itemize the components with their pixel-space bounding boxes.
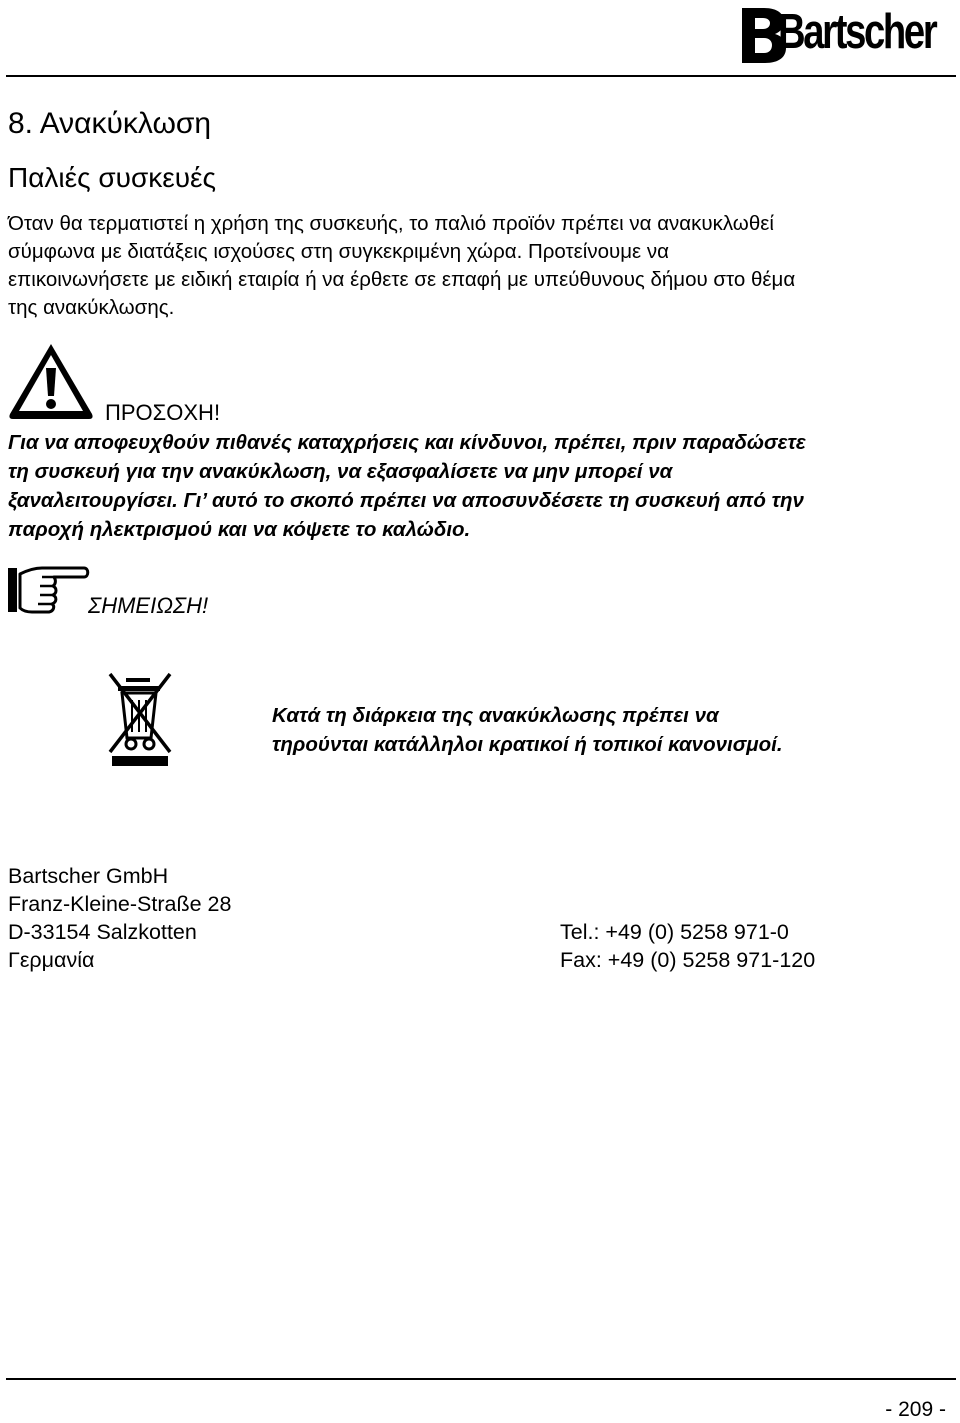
brand-logo — [738, 0, 950, 66]
company-name: Bartscher GmbH — [8, 864, 169, 888]
footer-divider — [6, 1378, 956, 1380]
contact-details — [560, 918, 815, 974]
note-line: τηρούνται κατάλληλοι κρατικοί ή τοπικοί κανονισμοί. — [272, 733, 783, 756]
company-address — [8, 862, 231, 974]
fax: Fax: +49 (0) 5258 971-120 — [560, 948, 816, 972]
paragraph-line: Όταν θα τερματιστεί η χρήση της συσκευής, το παλιό προϊόν πρέπει να ανακυκλωθεί — [8, 212, 774, 235]
street-address: Franz-Kleine-Straße 28 — [8, 892, 232, 916]
warning-triangle-icon — [6, 340, 96, 422]
recycling-regulations-text — [272, 701, 783, 759]
telephone: Tel.: +49 (0) 5258 971-0 — [560, 920, 789, 944]
warning-line: ξαναλειτουργίσει. Γι’ αυτό το σκοπό πρέπει να αποσυνδέσετε τη συσκευή από την — [8, 489, 804, 512]
paragraph-line: επικοινωνήσετε με ειδική εταιρία ή να έρθετε σε επαφή με υπεύθυνους δήμου στο θέμα — [8, 268, 796, 291]
brand-logo-text: Bartscher — [778, 5, 936, 59]
pointing-hand-icon — [6, 560, 90, 620]
section-heading: 8. Ανακύκλωση — [8, 107, 212, 140]
intro-paragraph — [8, 210, 948, 322]
country: Γερμανία — [8, 948, 95, 972]
city-address: D-33154 Salzkotten — [8, 920, 197, 944]
warning-line: Για να αποφευχθούν πιθανές καταχρήσεις και κίνδυνοι, πρέπει, πριν παραδώσετε — [8, 431, 806, 454]
section-subheading: Παλιές συσκευές — [8, 162, 217, 193]
warning-line: παροχή ηλεκτρισμού και να κόψετε το καλώδιο. — [8, 518, 471, 541]
warning-line: τη συσκευή για την ανακύκλωση, να εξασφαλίσετε να μην μπορεί να — [8, 460, 673, 483]
note-label: ΣΗΜΕΙΩΣΗ! — [88, 593, 209, 618]
paragraph-line: της ανακύκλωσης. — [8, 296, 175, 319]
paragraph-line: σύμφωνα με διατάξεις ισχούσες στη συγκεκριμένη χώρα. Προτείνουμε να — [8, 240, 669, 263]
page-number: - 209 - — [885, 1398, 946, 1421]
warning-text — [8, 428, 953, 544]
warning-label: ΠΡΟΣΟΧΗ! — [105, 400, 221, 425]
crossed-out-wheelie-bin-icon — [104, 668, 176, 772]
header-divider — [6, 75, 956, 77]
note-line: Κατά τη διάρκεια της ανακύκλωσης πρέπει να — [272, 704, 719, 727]
